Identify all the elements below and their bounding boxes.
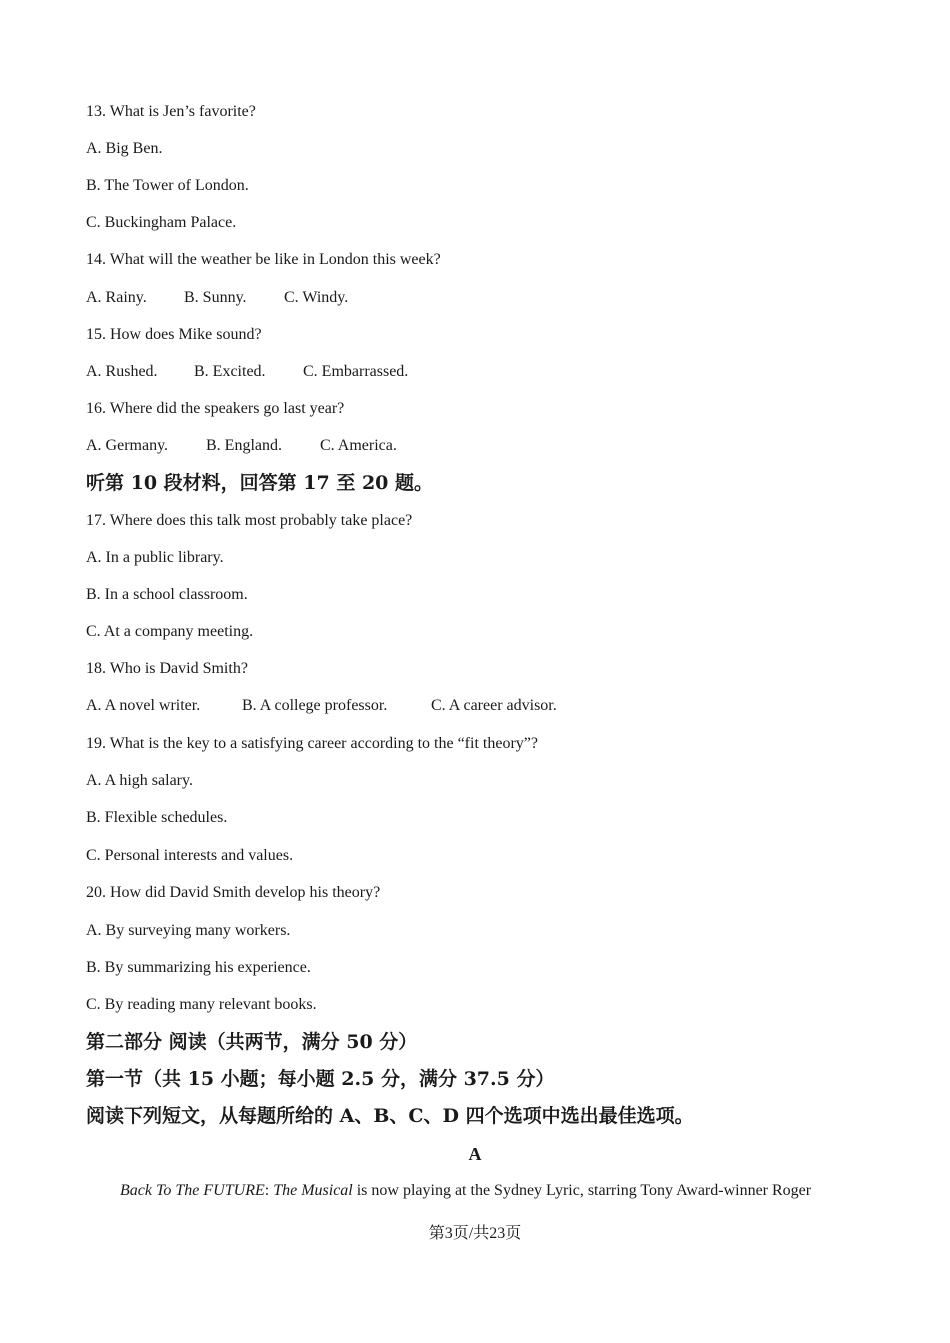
question-14: 14. What will the weather be like in London this week? [86, 251, 441, 268]
option-13-b: B. The Tower of London. [86, 177, 249, 194]
option-20-b: B. By summarizing his experience. [86, 959, 311, 976]
question-17: 17. Where does this talk most probably take place? [86, 512, 413, 529]
question-18: 18. Who is David Smith? [86, 660, 248, 677]
section-10-heading: 听第 10 段材料，回答第 17 至 20 题。 [86, 472, 434, 494]
passage-text: is now playing at the Sydney Lyric, starring Tony Award-winner Roger [352, 1182, 812, 1199]
option-14-a: A. Rainy. [86, 289, 147, 306]
passage-first-line [120, 1181, 811, 1201]
option-16-a: A. Germany. [86, 437, 169, 454]
option-13-c: C. Buckingham Palace. [86, 214, 237, 231]
option-15-a: A. Rushed. [86, 363, 158, 380]
option-19-a: A. A high salary. [86, 772, 193, 789]
option-15-b: B. Excited. [194, 363, 266, 380]
passage-label: A [468, 1144, 482, 1164]
options-row-16 [86, 436, 397, 456]
reading-instruction: 阅读下列短文，从每题所给的 A、B、C、D 四个选项中选出最佳选项。 [86, 1105, 694, 1127]
option-20-c: C. By reading many relevant books. [86, 996, 317, 1013]
question-13: 13. What is Jen’s favorite? [86, 103, 256, 120]
question-20: 20. How did David Smith develop his theory? [86, 884, 381, 901]
option-15-c: C. Embarrassed. [303, 363, 409, 380]
option-16-c: C. America. [320, 437, 397, 454]
option-17-a: A. In a public library. [86, 549, 224, 566]
option-13-a: A. Big Ben. [86, 140, 163, 157]
option-19-b: B. Flexible schedules. [86, 809, 228, 826]
option-19-c: C. Personal interests and values. [86, 847, 294, 864]
question-15: 15. How does Mike sound? [86, 326, 262, 343]
option-18-b: B. A college professor. [242, 697, 388, 714]
passage-title-part2: The Musical [273, 1182, 353, 1199]
section-one-heading: 第一节（共 15 小题；每小题 2.5 分，满分 37.5 分） [86, 1068, 555, 1090]
option-14-c: C. Windy. [284, 289, 349, 306]
options-row-18 [86, 696, 557, 716]
question-16: 16. Where did the speakers go last year? [86, 400, 345, 417]
options-row-14 [86, 288, 348, 308]
question-19: 19. What is the key to a satisfying career according to the “fit theory”? [86, 735, 538, 752]
option-18-a: A. A novel writer. [86, 697, 201, 714]
part-two-heading: 第二部分 阅读（共两节，满分 50 分） [86, 1031, 418, 1053]
option-14-b: B. Sunny. [184, 289, 247, 306]
options-row-15 [86, 362, 408, 382]
passage-title-part1: Back To The FUTURE [120, 1182, 265, 1199]
option-17-b: B. In a school classroom. [86, 586, 248, 603]
option-20-a: A. By surveying many workers. [86, 922, 291, 939]
page-number: 第3页/共23页 [428, 1225, 522, 1242]
passage-title-sep: : [264, 1182, 274, 1199]
option-17-c: C. At a company meeting. [86, 623, 254, 640]
option-16-b: B. England. [206, 437, 282, 454]
option-18-c: C. A career advisor. [431, 697, 557, 714]
